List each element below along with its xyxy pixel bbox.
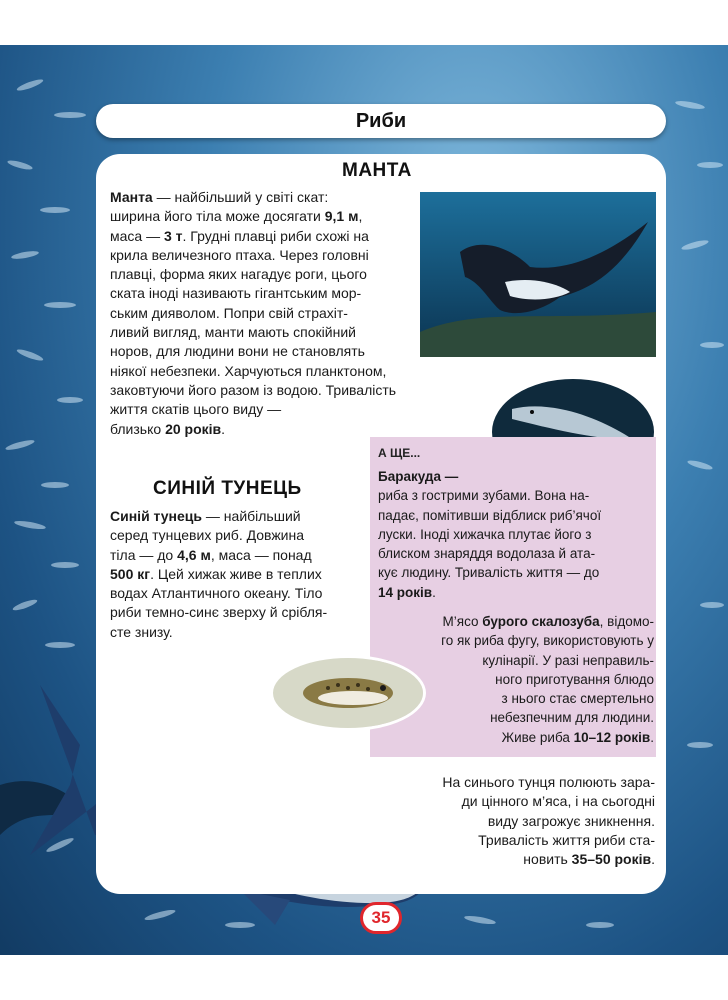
text-line [380,708,654,727]
text-span: ди цінного м’яса, і на сьогодні [461,793,655,810]
text-span: Тривалість життя риби ста- [478,831,655,848]
page-title-bar [96,104,666,138]
text-span: ската іноді називають гігантським мор- [110,285,362,302]
text-line [378,563,654,582]
text-span: риба з гострими зубами. Вона на- [378,488,590,504]
barracuda-text [378,467,654,602]
text-line [378,525,654,544]
text-span: тіла — до [110,546,178,563]
text-line [110,507,360,526]
text-line [380,612,654,631]
text-span: , відомо- [599,614,654,629]
puffer-photo [270,655,426,731]
text-span: , [358,208,363,225]
text-line [378,467,654,486]
text-line [378,506,654,525]
text-span: небезпечним для людини. [490,710,654,726]
manta-photo [420,192,656,357]
text-span: , маса — понад [210,546,312,563]
text-span: — найбільший [202,508,301,524]
tuna-heading: СИНІЙ ТУНЕЦЬ [153,478,302,499]
text-line [400,773,655,792]
text-span: норов, для людини вони не становлять [110,343,365,360]
text-span: . [221,420,226,437]
text-line [110,304,420,323]
text-line [110,420,420,439]
text-line [380,728,654,747]
bold-term: 9,1 м [324,208,359,225]
bold-term: бурого скалозуба [482,614,600,629]
bold-term: 14 років [378,584,433,600]
text-span: плавці, форма яких нагадує роги, цього [110,266,367,283]
page-title: Риби [355,109,407,132]
text-span: На синього тунця полюють зара- [442,774,655,790]
text-span: виду загрожує зникнення. [487,812,655,829]
manta-text [110,188,420,439]
text-span: — найбільший у світі скат: [152,189,329,205]
text-line [110,227,420,246]
text-span: . Цей хижак живе в теплих [150,565,322,582]
text-span: життя скатів цього виду — [110,401,282,418]
text-line [380,651,654,670]
text-line [400,850,655,869]
text-span: блиском знаряддя водолаза й ата- [378,546,596,562]
text-line [110,284,420,303]
text-line [110,342,420,361]
text-span: М’ясо [442,614,483,629]
extra-label: А ЩЕ... [378,446,421,460]
text-line [400,831,655,850]
text-line [110,207,420,226]
text-span: маса — [110,227,164,244]
bold-term: 35–50 років [571,851,652,868]
text-line [380,631,654,650]
text-line [110,526,360,545]
text-line [110,265,420,284]
text-line [110,246,420,265]
text-span: ніякої небезпеки. Харчуються планктоном, [110,362,387,379]
tuna-text [110,507,360,642]
bold-term: 4,6 м [177,546,211,563]
text-span: . [650,729,654,745]
tuna-note-text [400,773,655,869]
text-span: луски. Іноді хижачка плутає його з [378,526,592,542]
text-span: водах Атлантичного океану. Тіло [110,585,323,602]
text-line [400,812,655,831]
text-line [110,400,420,419]
text-line [110,381,420,400]
text-line [110,584,360,603]
text-span: крила величезного птаха. Через головні [110,246,369,263]
text-span: ного приготування блюдо [495,671,654,687]
text-span: ським дияволом. Попри свій страхіт- [110,304,348,321]
text-line [110,188,420,207]
text-span: Живе риба [501,729,574,745]
text-line [400,792,655,811]
text-span: падає, помітивши відблиск риб’ячої [378,507,602,523]
text-span: серед тунцевих риб. Довжина [110,527,305,544]
text-span: заковтуючи його разом із водою. Тривалість [110,381,397,398]
text-line [110,623,360,642]
text-span: кує людину. Тривалість життя — до [378,565,600,581]
text-span: сте знизу. [110,623,173,640]
bold-term: 500 кг [110,565,151,582]
text-span: ливий вигляд, манти мають спокійний [110,324,356,341]
bold-term: Синій тунець [110,508,203,524]
text-span: . [432,584,436,600]
page-number-label: 35 [371,908,391,927]
text-line [378,486,654,505]
manta-heading: МАНТА [342,160,412,181]
text-span: кулінарії. У разі неправиль- [482,652,654,668]
bold-term: 20 років [165,420,222,437]
text-line [110,546,360,565]
text-span: . [651,851,655,868]
page-number [360,902,402,934]
text-span: ширина його тіла може досягати [110,208,325,225]
text-line [378,583,654,602]
text-line [110,323,420,342]
bold-term: Баракуда — [378,469,459,484]
text-span: близько [110,420,166,437]
bold-term: Манта [110,189,153,205]
text-line [378,544,654,563]
text-span: новить [523,851,572,868]
text-line [110,362,420,381]
text-line [110,565,360,584]
bold-term: 10–12 років [573,729,651,745]
text-span: риби темно-синє зверху й срібля- [110,604,328,621]
text-span: го як риба фугу, використовують у [441,633,654,649]
text-span: з нього стає смертельно [501,691,654,707]
text-span: . Грудні плавці риби схожі на [182,227,369,244]
text-line [110,603,360,622]
bold-term: 3 т [163,227,183,244]
